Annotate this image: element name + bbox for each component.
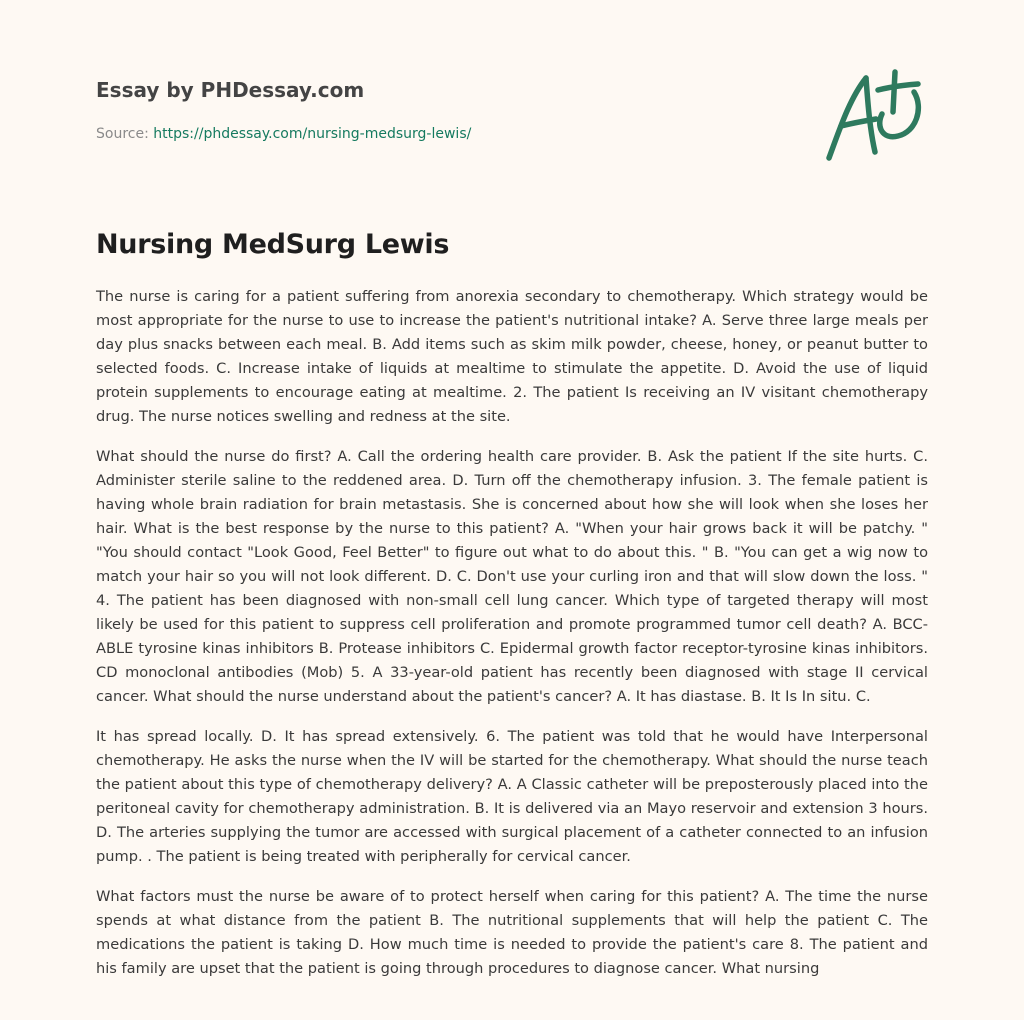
page-title: Nursing MedSurg Lewis: [96, 229, 450, 260]
source-label: Source:: [96, 126, 149, 142]
a-plus-grade-logo-icon: [820, 66, 930, 166]
source-line: [96, 124, 796, 144]
essay-paragraph: It has spread locally. D. It has spread extensively. 6. The patient was told that he would have Interpersonal chemotherapy. He asks the nurse when the IV will be started for the chemotherapy. What should the nurse teach the patient about this type of chemotherapy delivery? A. A Classic catheter will be preposterously placed into the peritoneal cavity for chemotherapy administration. B. It is delivered via an Mayo reservoir and extension 3 hours. D. The arteries supplying the tumor are accessed with surgical placement of a catheter connected to an infusion pump. . The patient is being treated with peripherally for cervical cancer.: [96, 728, 928, 865]
source-link[interactable]: https://phdessay.com/nursing-medsurg-lewis/: [153, 126, 472, 142]
essay-body: [96, 285, 928, 997]
essay-paragraph: What should the nurse do first? A. Call the ordering health care provider. B. Ask the patient If the site hurts. C. Administer sterile saline to the reddened area. D. Turn off the chemotherapy infusion. 3. The female patient is having whole brain radiation for brain metastasis. She is concerned about how she will look when she loses her hair. What is the best response by the nurse to this patient? A. "When your hair grows back it will be patchy. " "You should contact "Look Good, Feel Better" to figure out what to do about this. " B. "You can get a wig now to match your hair so you will not look different. D. C. Don't use your curling iron and that will slow down the loss. " 4. The patient has been diagnosed with non-small cell lung cancer. Which type of targeted therapy will most likely be used for this patient to suppress cell proliferation and promote programmed tumor cell death? A. BCC-ABLE tyrosine kinas inhibitors B. Protease inhibitors C. Epidermal growth factor receptor-tyrosine kinas inhibitors. CD monoclonal antibodies (Mob) 5. A 33-year-old patient has recently been diagnosed with stage II cervical cancer. What should the nurse understand about the patient's cancer? A. It has diastase. B. It Is In situ. C.: [96, 448, 928, 705]
essay-paragraph: What factors must the nurse be aware of to protect herself when caring for this patient? A. The time the nurse spends at what distance from the patient B. The nutritional supplements that will help the patient C. The medications the patient is taking D. How much time is needed to provide the patient's care 8. The patient and his family are upset that the patient is going through procedures to diagnose cancer. What nursing: [96, 888, 928, 977]
page-header: [96, 76, 796, 144]
site-brand: Essay by PHDessay.com: [96, 78, 365, 102]
essay-paragraph: The nurse is caring for a patient suffering from anorexia secondary to chemotherapy. Which strategy would be most appropriate for the nurse to use to increase the patient's nutritional intake? A. Serve three large meals per day plus snacks between each meal. B. Add items such as skim milk powder, cheese, honey, or peanut butter to selected foods. C. Increase intake of liquids at mealtime to stimulate the appetite. D. Avoid the use of liquid protein supplements to encourage eating at mealtime. 2. The patient Is receiving an IV visitant chemotherapy drug. The nurse notices swelling and redness at the site.: [96, 288, 928, 425]
